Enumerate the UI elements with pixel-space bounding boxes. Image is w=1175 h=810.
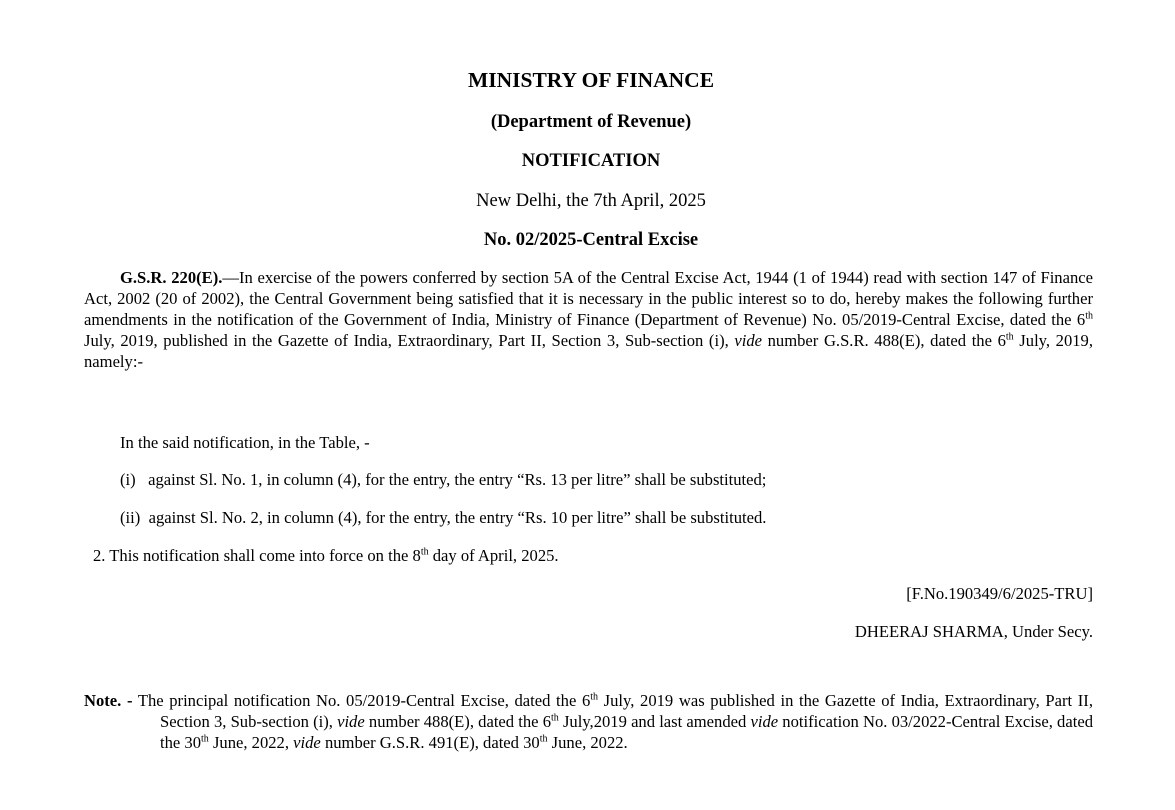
vide-italic: vide (734, 331, 763, 350)
superscript: th (590, 691, 599, 703)
superscript: th (551, 712, 559, 724)
footnote (84, 690, 1093, 753)
commencement-paragraph (93, 545, 559, 566)
vide-italic: vide (750, 712, 779, 731)
superscript: th (539, 733, 548, 745)
commencement-text-2: day of April, 2025. (428, 546, 559, 565)
list-item-text: against Sl. No. 2, in column (4), for the entry, the entry “Rs. 10 per litre” shall be substituted. (148, 508, 767, 527)
preamble-text-1: —In exercise of the powers conferred by section 5A of the Central Excise Act, 1944 (1 of 1944) read with section 147 of Finance Act, 2002 (20 of 2002), the Central Government being satisfied that it is necessary in the public interest so to do, hereby makes the following further amendments in the notification of the Government of India, Ministry of Finance (Department of Revenue) No. 05/2019-Central Excise, dated the 6 (84, 268, 1093, 329)
superscript: th (1005, 331, 1014, 343)
list-item (120, 469, 766, 490)
department-heading: (Department of Revenue) (490, 112, 692, 132)
superscript: th (420, 546, 429, 558)
signatory: DHEERAJ SHARMA, Under Secy. (854, 622, 1093, 641)
superscript: th (201, 733, 209, 745)
preamble-text-3: number G.S.R. 488(E), dated the 6 (762, 331, 1006, 350)
table-intro: In the said notification, in the Table, - (120, 433, 370, 452)
list-item-text: against Sl. No. 1, in column (4), for the entry, the entry “Rs. 13 per litre” shall be substituted; (148, 470, 767, 489)
preamble-text-4: July, 2019, namely:- (84, 331, 1093, 371)
note-text: number G.S.R. 491(E), dated 30 (320, 733, 540, 752)
vide-italic: vide (293, 733, 321, 752)
list-item-number: (ii) (120, 508, 141, 527)
commencement-text-1: 2. This notification shall come into force on the 8 (93, 546, 421, 565)
note-text: July,2019 and last amended (558, 712, 751, 731)
superscript: th (1085, 310, 1093, 322)
ministry-heading: MINISTRY OF FINANCE (467, 68, 715, 92)
place-date: New Delhi, the 7th April, 2025 (476, 191, 706, 211)
file-number: [F.No.190349/6/2025-TRU] (906, 584, 1093, 603)
list-item (120, 507, 766, 528)
note-text: July, 2019 was published in the Gazette of India, Extraordinary, Part II, Section 3, Sub-section (i), (160, 691, 1093, 731)
preamble-text-2: July, 2019, published in the Gazette of India, Extraordinary, Part II, Section 3, Sub-section (i), (84, 331, 735, 350)
gsr-number: G.S.R. 220(E). (120, 268, 223, 287)
note-text: number 488(E), dated the 6 (364, 712, 552, 731)
preamble-paragraph (84, 267, 1093, 372)
notification-heading: NOTIFICATION (521, 151, 661, 171)
note-text: The principal notification No. 05/2019-Central Excise, dated the 6 (132, 691, 591, 710)
vide-italic: vide (337, 712, 365, 731)
note-label: Note. - (84, 691, 133, 710)
note-text: June, 2022, (208, 733, 294, 752)
note-text: June, 2022. (547, 733, 628, 752)
note-text: notification No. 03/2022-Central Excise, dated the 30 (160, 712, 1093, 752)
list-item-number: (i) (120, 470, 136, 489)
footnote-text (84, 690, 1093, 753)
notification-number: No. 02/2025-Central Excise (483, 230, 699, 250)
